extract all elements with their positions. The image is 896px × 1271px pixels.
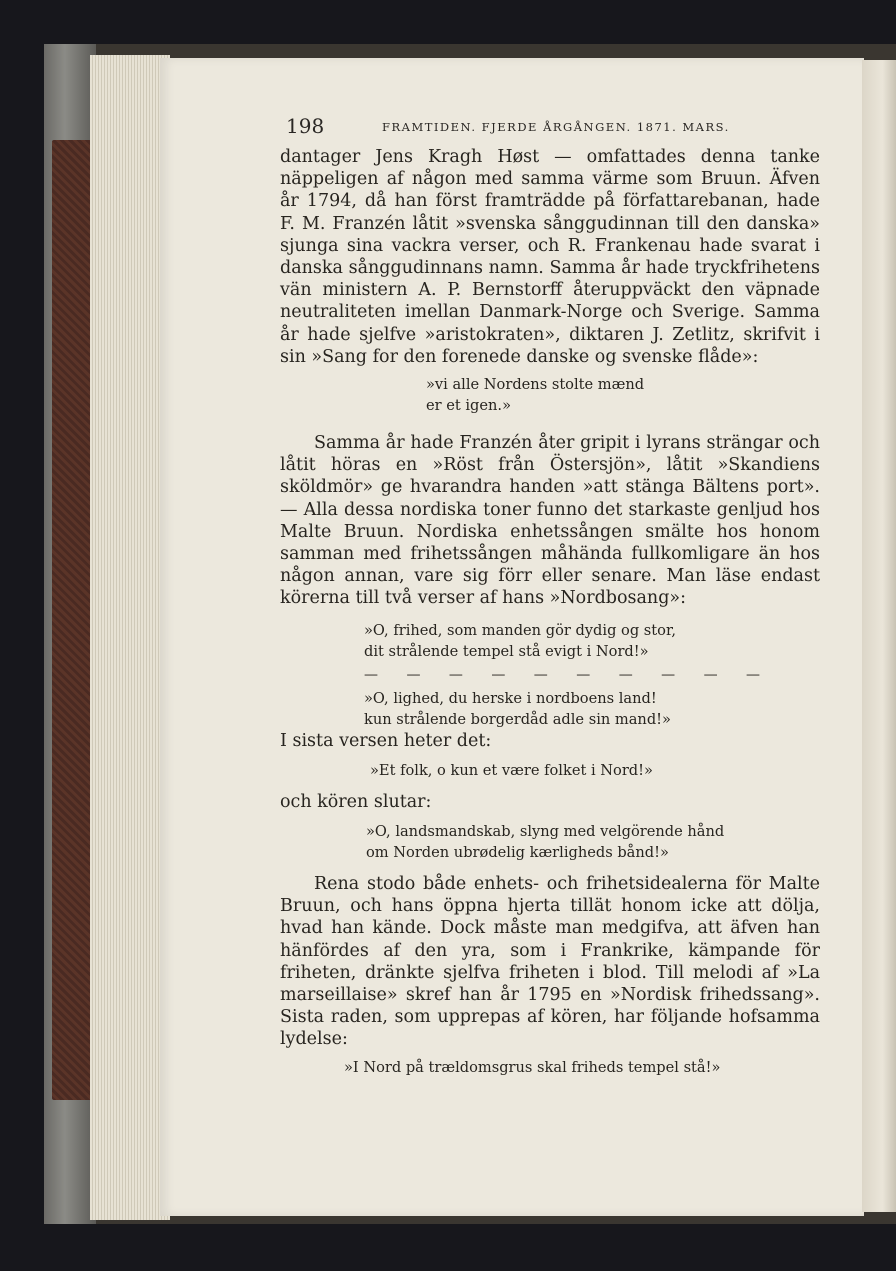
paragraph: Samma år hade Franzén åter gripit i lyrans strängar och låtit höras en »Röst från Östersjön», låtit »Skandiens sköldmör» ge hvarandra handen »att stänga Bältens port». — Alla dessa nordiska toner funno det starkaste genljud hos Malte Bruun. Nordiska enhetssången smälte hos honom samman med frihetssången måhända fullkomligare än hos någon annan, vare sig förr eller senare. Man läse endast körerna till två verser af hans »Nordbosang»:	[280, 433, 820, 609]
verse-line: om Norden ubrødelig kærligheds bånd!»	[366, 844, 669, 862]
verse-line: »O, frihed, som manden gör dydig og stor,	[364, 621, 676, 639]
lead-in-text: I sista versen heter det:	[280, 730, 492, 751]
verse-quote	[344, 1057, 820, 1078]
page-header	[286, 114, 846, 144]
marbled-cover-strip	[52, 140, 92, 1100]
running-title: FRAMTIDEN. FJERDE ÅRGÅNGEN. 1871. MARS.	[382, 120, 730, 134]
verse-line: dit strålende tempel stå evigt i Nord!»	[364, 642, 649, 660]
verse-line: »vi alle Nordens stolte mænd	[426, 376, 645, 394]
page-number: 198	[286, 114, 325, 138]
verse-line: »Et folk, o kun et være folket i Nord!»	[370, 761, 653, 779]
omission-dashes: — — — — — — — — — —	[364, 666, 773, 683]
verse-line: »O, lighed, du herske i nordboens land!	[364, 689, 657, 707]
verse-line: »O, landsmandskab, slyng med velgörende hånd	[366, 823, 725, 841]
verse-line: er et igen.»	[426, 397, 512, 415]
page-stack-edges	[90, 55, 170, 1220]
paragraph: dantager Jens Kragh Høst — omfattades denna tanke näppeligen af någon med samma värme som Bruun. Äfven år 1794, då han först framträdde på författarebanan, hade F. M. Franzén låtit »svenska sånggudinnan till den danska» sjunga sina vackra verser, och R. Frankenau hade svarat i danska sånggudinnans namn. Samma år hade tryckfrihetens vän ministern A. P. Bernstorff återuppväckt den väpnade neutraliteten imellan Danmark-Norge och Sverige. Samma år hade sjelfve »aristokraten», diktaren J. Zetlitz, skrifvit i sin »Sang for den forenede danske og svenske flåde»:	[280, 147, 820, 367]
page-body	[280, 146, 820, 1078]
verse-quote	[364, 620, 820, 662]
verse-quote	[370, 760, 820, 781]
paragraph: Rena stodo både enhets- och frihetsidealerna för Malte Bruun, och hans öppna hjerta tillät honom icke att dölja, hvad han kände. Dock måste man medgifva, att äfven han hänfördes af den yra, som i Frankrike, kämpande för friheten, dränkte sjelfva friheten i blod. Till melodi af »La marseillaise» skref han år 1795 en »Nordisk frihedssang». Sista raden, som upprepas af kören, har följande hofsamma lydelse:	[280, 874, 820, 1050]
facing-page-edge	[862, 60, 896, 1212]
verse-quote	[366, 821, 820, 863]
verse-quote	[426, 374, 820, 416]
verse-quote	[364, 688, 820, 730]
lead-in-text: och kören slutar:	[280, 791, 432, 812]
verse-line: »I Nord på trældomsgrus skal friheds tempel stå!»	[344, 1058, 721, 1076]
verse-line: kun strålende borgerdåd adle sin mand!»	[364, 710, 671, 728]
